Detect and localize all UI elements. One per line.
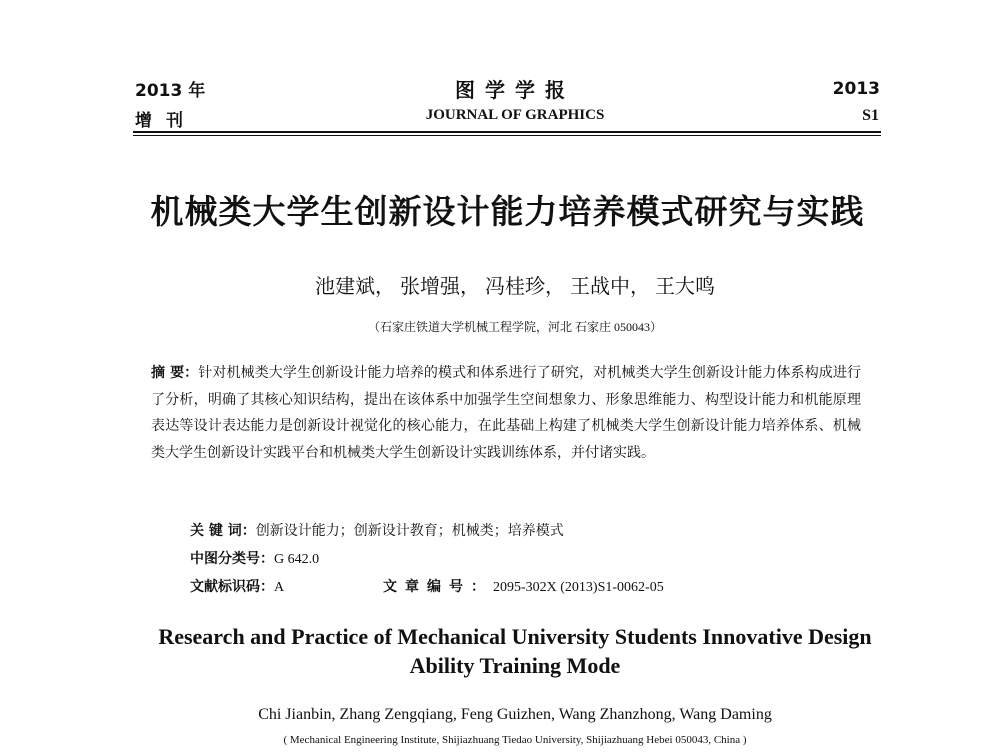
affiliation-cn: （石家庄铁道大学机械工程学院，河北 石家庄 050043）	[367, 320, 662, 334]
paper-title-cn: 机械类大学生创新设计能力培养模式研究与实践	[150, 192, 865, 231]
affiliation-en: ( Mechanical Engineering Institute, Shijiazhuang Tiedao University, Shijiazhuang Hebei 050043, China )	[283, 734, 747, 746]
keywords-line	[190, 520, 564, 540]
keywords-text: 创新设计能力；创新设计教育；机械类；培养模式	[255, 524, 564, 539]
document-code-line	[190, 576, 284, 596]
document-code-label: 文献标识码：	[190, 579, 274, 595]
abstract-label: 摘 要：	[151, 365, 199, 381]
header-year-cn: 2013 年	[135, 81, 206, 101]
abstract-text: 针对机械类大学生创新设计能力培养的模式和体系进行了研究，对机械类大学生创新设计能力体系构成进行了分析，明确了其核心知识结构，提出在该体系中加强学生空间想象力、形象思维能力、构型设计能力和机能原理表达等设计表达能力是创新设计视觉化的核心能力，在此基础上构建了机械类大学生创新设计能力培养体系、机械类大学生创新设计实践平台和机械类大学生创新设计实践训练体系，并付诸实践。	[151, 366, 862, 461]
classification-text: G 642.0	[274, 552, 320, 567]
keywords-label: 关 键 词：	[190, 523, 256, 539]
header-issue-cn: 增刊	[135, 111, 197, 131]
header-issue: S1	[862, 107, 879, 124]
article-number-line	[383, 576, 664, 596]
abstract-cn	[151, 360, 861, 467]
paper-title-en-text: Research and Practice of Mechanical University Students Innovative Design Ability Training Mode	[158, 624, 872, 678]
header-rule-thick	[133, 131, 881, 133]
header-year: 2013	[832, 79, 880, 99]
article-number-label: 文章编号：	[383, 579, 493, 595]
header-rule-thin	[133, 135, 881, 136]
header-journal-cn: 图学学报	[455, 78, 575, 102]
authors-cn: 池建斌， 张增强， 冯桂珍， 王战中， 王大鸣	[315, 276, 715, 298]
article-number-text: 2095-302X (2013)S1-0062-05	[493, 580, 664, 595]
authors-en: Chi Jianbin, Zhang Zengqiang, Feng Guizhen, Wang Zhanzhong, Wang Daming	[258, 706, 772, 723]
document-code-text: A	[274, 580, 285, 595]
paper-title-en	[0, 622, 1000, 680]
header-journal-en: JOURNAL OF GRAPHICS	[425, 107, 605, 123]
classification-line	[190, 548, 319, 568]
classification-label: 中图分类号：	[190, 551, 274, 567]
